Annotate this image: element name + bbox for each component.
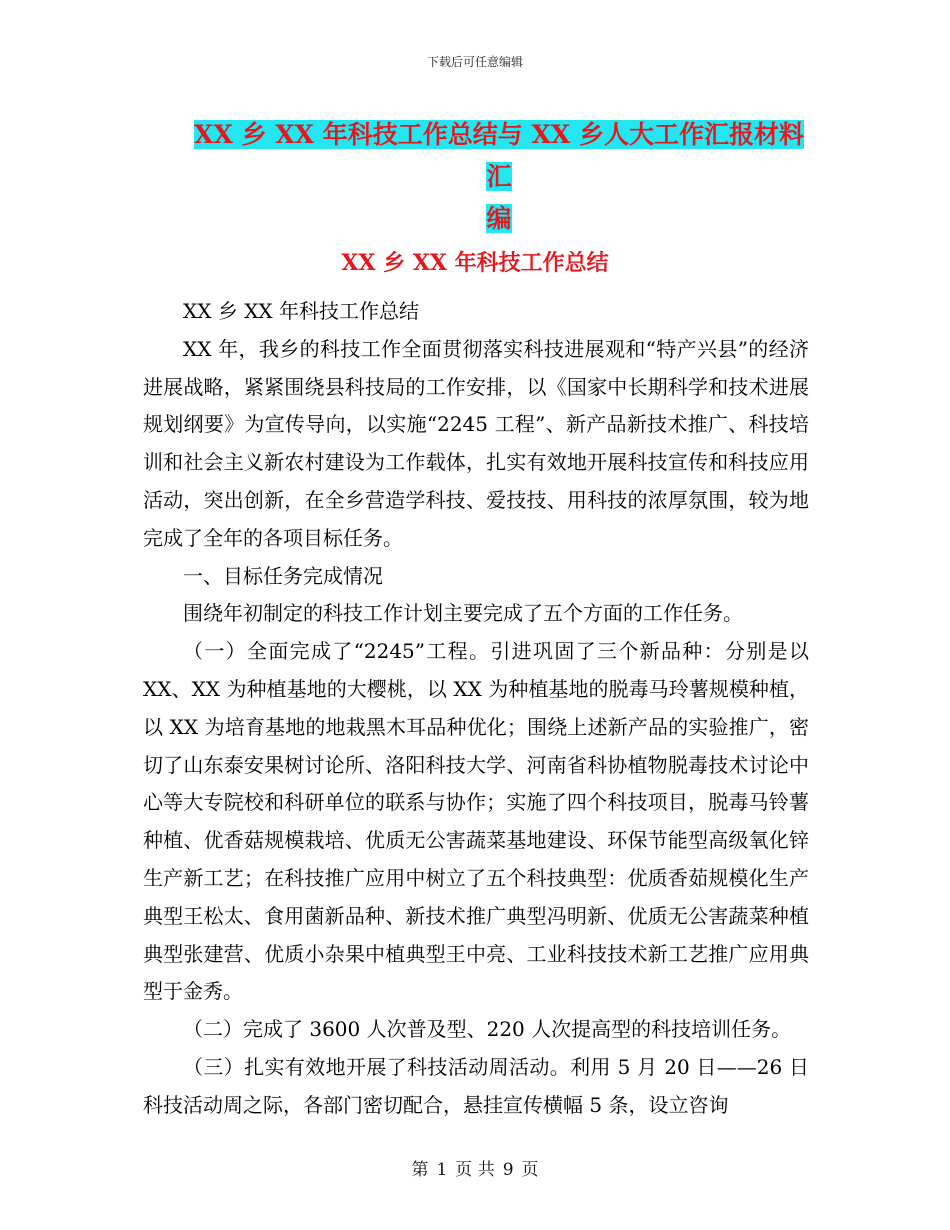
page-current: 1 (436, 1160, 448, 1180)
page-label-mid: 页 共 (455, 1160, 495, 1180)
paragraph: 围绕年初制定的科技工作计划主要完成了五个方面的工作任务。 (183, 601, 743, 626)
paragraph: XX 乡 XX 年科技工作总结 (183, 299, 420, 323)
section-title: XX 乡 XX 年科技工作总结 (341, 250, 609, 276)
paragraph: 一、目标任务完成情况 (183, 563, 383, 588)
page-total: 9 (502, 1160, 514, 1180)
page-footer (0, 1155, 950, 1180)
document-body (143, 293, 809, 1125)
header-note: 下载后可任意编辑 (426, 55, 523, 69)
page-label-suffix: 页 (521, 1160, 539, 1180)
paragraph: （一）全面完成了“2245”工程。引进巩固了三个新品种：分别是以 XX、XX 为种植基地的大樱桃，以 XX 为种植基地的脱毒马玲薯规模种植，以 XX 为培育基地的地栽黑木耳品种优化；围绕上述新产品的实验推广，密切了山东泰安果树讨论所、洛阳科技大学、河南省科协植物脱毒技术讨论中心等大专院校和科研单位的联系与协作；实施了四个科技项目，脱毒马铃薯种植、优香菇规模栽培、优质无公害蔬菜基地建设、环保节能型高级氧化锌生产新工艺；在科技推广应用中树立了五个科技典型：优质香茹规模化生产典型王松太、食用菌新品种、新技术推广典型冯明新、优质无公害蔬菜种植典型张建营、优质小杂果中植典型王中亮、工业科技技术新工艺推广应用典型于金秀。 (143, 639, 809, 1004)
document-title (193, 114, 805, 240)
paragraph: （三）扎实有效地开展了科技活动周活动。利用 5 月 20 日——26 日科技活动周之际，各部门密切配合，悬挂宣传横幅 5 条，设立咨询 (143, 1054, 809, 1117)
paragraph: XX 年，我乡的科技工作全面贯彻落实科技进展观和“特产兴县”的经济进展战略，紧紧围绕县科技局的工作安排，以《国家中长期科学和技术进展规划纲要》为宣传导向，以实施“2245 工程”、新产品新技术推广、科技培训和社会主义新农村建设为工作载体，扎实有效地开展科技宣传和科技应用活动，突出创新，在全乡营造学科技、爱技技、用科技的浓厚氛围，较为地完成了全年的各项目标任务。 (143, 336, 809, 550)
title-line-2: 编 (486, 204, 512, 233)
title-line-1: XX 乡 XX 年科技工作总结与 XX 乡人大工作汇报材料汇 (194, 120, 804, 191)
page-label-prefix: 第 (411, 1160, 429, 1180)
paragraph: （二）完成了 3600 人次普及型、220 人次提高型的科技培训任务。 (183, 1017, 792, 1042)
